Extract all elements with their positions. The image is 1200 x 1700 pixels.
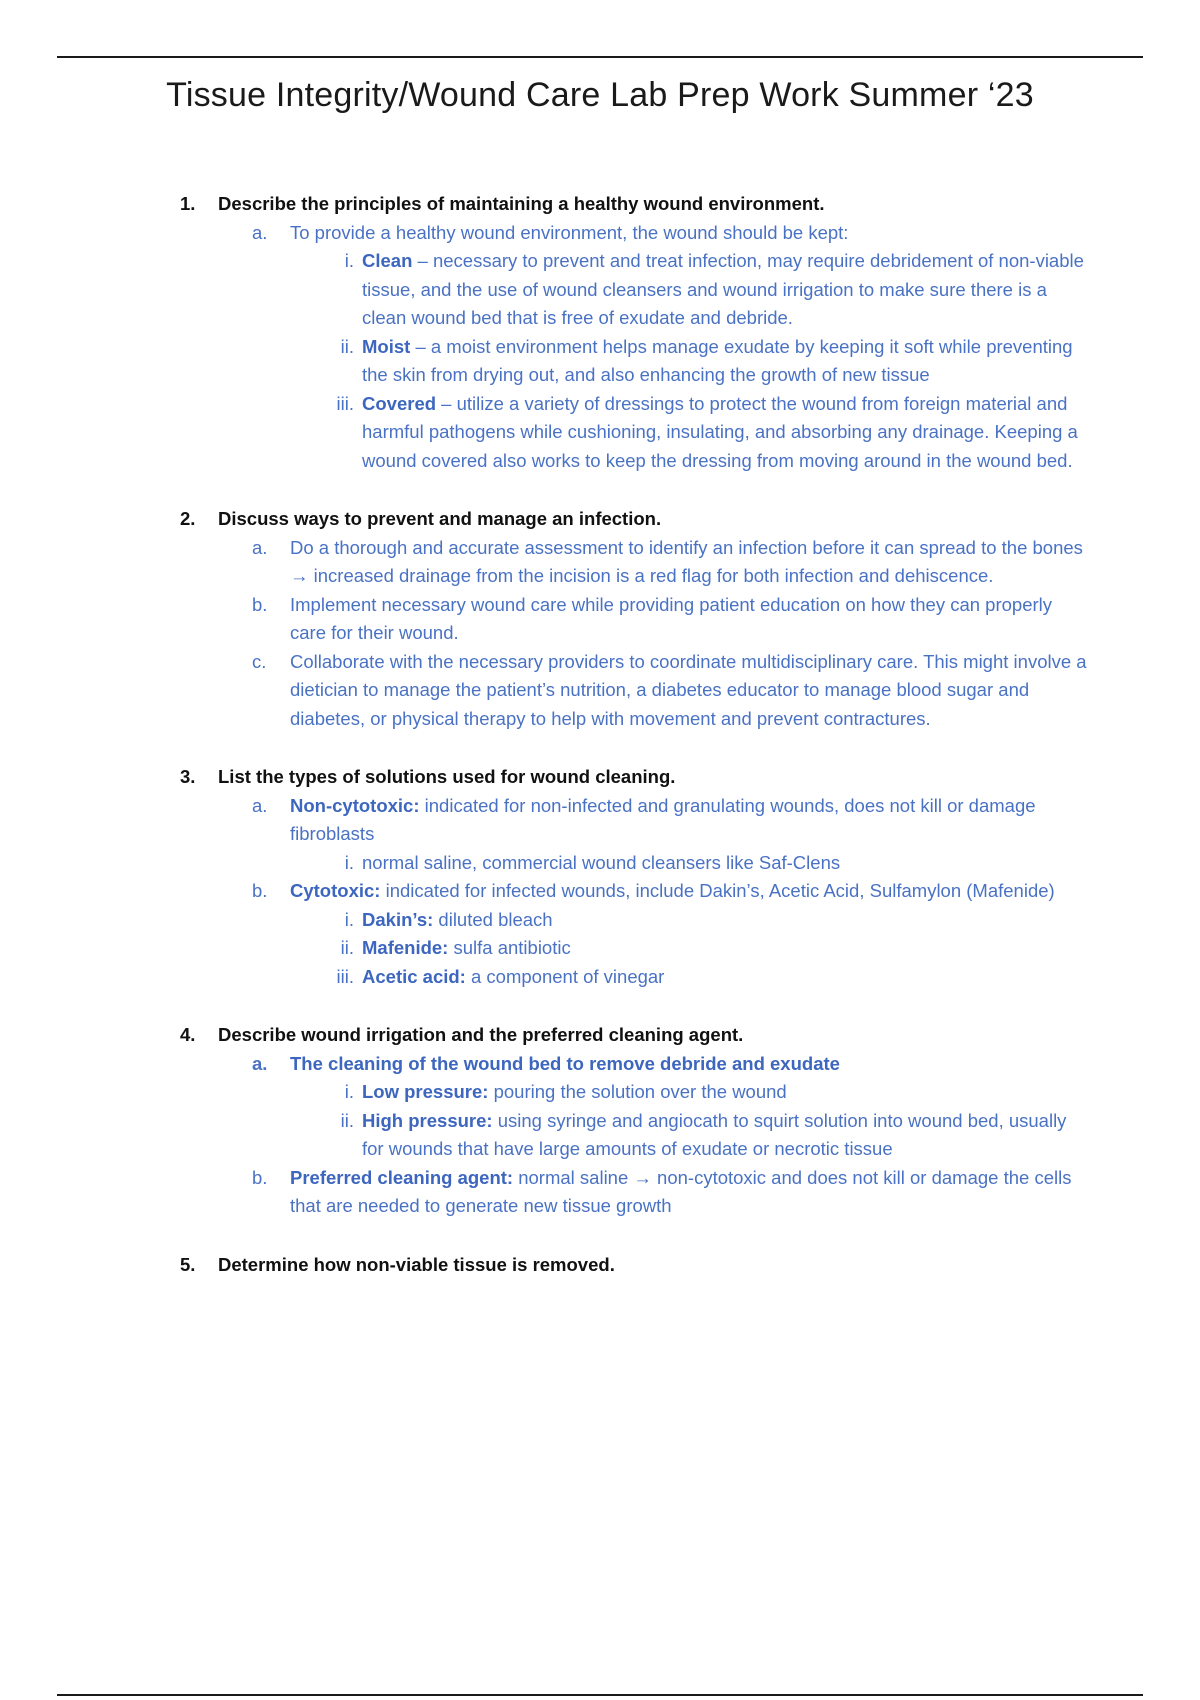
question-number: 1. — [180, 193, 196, 214]
list-marker: iii. — [336, 965, 354, 987]
question-4 — [180, 1021, 1090, 1221]
answer-term: Cytotoxic: — [290, 880, 381, 901]
answer-text: Implement necessary wound care while providing patient education on how they can properly care for their wound. — [290, 593, 1053, 643]
answer-term: Acetic acid: — [362, 965, 466, 987]
question-text: Describe the principles of maintaining a healthy wound environment. — [218, 193, 825, 214]
question-1 — [180, 190, 1090, 475]
list-item — [180, 906, 1090, 935]
question-heading — [180, 1021, 1090, 1050]
answer-term: Moist — [362, 335, 411, 357]
list-marker: c. — [252, 650, 267, 672]
list-item — [180, 1164, 1090, 1221]
answer-text: Do a thorough and accurate assessment to identify an infection before it can spread to the bones → increased drainage from the incision is a red flag for both infection and dehiscence. — [290, 536, 1083, 586]
list-marker: iii. — [336, 392, 354, 414]
question-text: List the types of solutions used for wound cleaning. — [218, 766, 676, 787]
answer-term: Covered — [362, 392, 437, 414]
answer-text: diluted bleach — [433, 908, 553, 930]
list-item — [180, 934, 1090, 963]
answer-term: Low pressure: — [362, 1081, 489, 1102]
list-item — [180, 877, 1090, 906]
list-marker: a. — [252, 221, 268, 243]
list-marker: a. — [252, 1052, 268, 1074]
question-text: Determine how non-viable tissue is removed. — [218, 1253, 615, 1275]
answer-text: a component of vinegar — [465, 965, 665, 987]
answer-text: normal saline, commercial wound cleansers like Saf-Clens — [362, 851, 841, 873]
answer-text: indicated for non-infected and granulating wounds, does not kill or damage fibroblasts — [290, 794, 1036, 844]
list-item — [180, 333, 1090, 390]
list-marker: i. — [344, 908, 354, 930]
document-body — [180, 190, 1090, 1309]
answer-term: Preferred cleaning agent: — [290, 1166, 514, 1188]
question-text: Discuss ways to prevent and manage an infection. — [218, 508, 662, 529]
answer-text: sulfa antibiotic — [448, 937, 571, 958]
question-2 — [180, 505, 1090, 733]
list-marker: ii. — [340, 335, 354, 357]
list-item — [180, 390, 1090, 476]
answer-term: Clean — [362, 250, 413, 271]
question-number: 2. — [180, 508, 196, 529]
list-item — [180, 1107, 1090, 1164]
answer-term: High pressure: — [362, 1109, 493, 1131]
question-number: 3. — [180, 766, 196, 787]
answer-term: Mafenide: — [362, 937, 449, 958]
answer-text: – necessary to prevent and treat infection, may require debridement of non-viable tissue, and the use of wound cleansers and wound irrigation to make sure there is a clean wound bed that is free of exudate and debride. — [362, 250, 1084, 328]
answer-text: – a moist environment helps manage exudate by keeping it soft while preventing the skin from drying out, and also enhancing the growth of new tissue — [362, 335, 1073, 385]
question-text: Describe wound irrigation and the preferred cleaning agent. — [218, 1024, 744, 1045]
list-marker: b. — [252, 880, 268, 901]
list-marker: a. — [252, 794, 268, 816]
question-5 — [180, 1251, 1090, 1280]
list-marker: i. — [344, 250, 354, 271]
list-item — [180, 534, 1090, 591]
answer-term: Non-cytotoxic: — [290, 794, 420, 816]
list-item — [180, 591, 1090, 648]
list-marker: a. — [252, 536, 268, 558]
list-marker: i. — [344, 851, 354, 873]
bottom-rule — [57, 1694, 1143, 1696]
list-item — [180, 849, 1090, 878]
list-marker: b. — [252, 593, 268, 615]
list-item — [180, 648, 1090, 734]
answer-text: normal saline → non-cytotoxic and does not kill or damage the cells that are needed to generate new tissue growth — [290, 1166, 1072, 1216]
question-number: 4. — [180, 1024, 196, 1045]
answer-text: using syringe and angiocath to squirt solution into wound bed, usually for wounds that have large amounts of exudate or necrotic tissue — [362, 1109, 1067, 1159]
list-marker: ii. — [340, 1109, 354, 1131]
answer-text: To provide a healthy wound environment, the wound should be kept: — [290, 221, 849, 243]
list-item — [180, 792, 1090, 849]
list-item — [180, 1078, 1090, 1107]
page-title: Tissue Integrity/Wound Care Lab Prep Work Summer ‘23 — [166, 76, 1034, 114]
list-marker: ii. — [340, 937, 354, 958]
answer-text: Collaborate with the necessary providers to coordinate multidisciplinary care. This might involve a dietician to manage the patient’s nutrition, a diabetes educator to manage blood sugar and diabetes, or physical therapy to help with movement and prevent contractures. — [290, 650, 1087, 729]
question-heading — [180, 505, 1090, 534]
answer-text: pouring the solution over the wound — [488, 1081, 787, 1102]
question-number: 5. — [180, 1253, 196, 1275]
list-item — [180, 219, 1090, 248]
list-marker: b. — [252, 1166, 268, 1188]
list-item — [180, 247, 1090, 333]
answer-term: Dakin’s: — [362, 908, 434, 930]
question-heading — [180, 763, 1090, 792]
top-rule — [57, 56, 1143, 58]
list-item — [180, 1050, 1090, 1079]
answer-text: The cleaning of the wound bed to remove debride and exudate — [290, 1052, 840, 1074]
list-marker: i. — [344, 1081, 354, 1102]
question-heading — [180, 1251, 1090, 1280]
answer-text: indicated for infected wounds, include Dakin’s, Acetic Acid, Sulfamylon (Mafenide) — [380, 880, 1055, 901]
question-heading — [180, 190, 1090, 219]
question-3 — [180, 763, 1090, 991]
list-item — [180, 963, 1090, 992]
answer-text: – utilize a variety of dressings to protect the wound from foreign material and harmful pathogens while cushioning, insulating, and absorbing any drainage. Keeping a wound covered also works to keep the dressing from moving around in the wound bed. — [362, 392, 1078, 471]
